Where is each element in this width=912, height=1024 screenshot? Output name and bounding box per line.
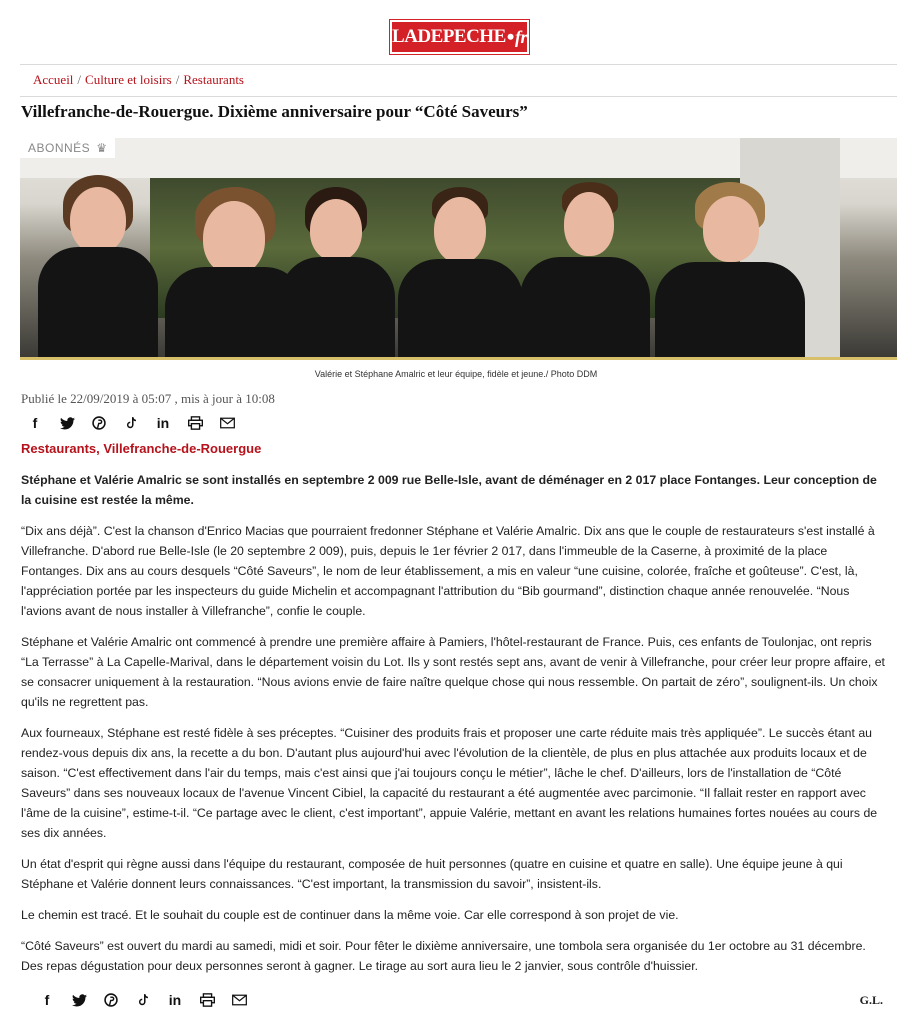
site-logo[interactable]: LADEPECHE • fr	[390, 20, 529, 54]
breadcrumb	[33, 72, 244, 88]
article-paragraph: Le chemin est tracé. Et le souhait du couple est de continuer dans la même voie. Car elle correspond à son projet de vie.	[21, 908, 679, 922]
logo-suffix: fr	[514, 26, 527, 47]
email-icon[interactable]	[223, 991, 255, 1009]
subscriber-badge	[20, 138, 115, 158]
article-paragraph: Stéphane et Valérie Amalric ont commencé à prendre une première affaire à Pamiers, l'hôtel-restaurant de France. Puis, ces enfants de Toulonjac, ont repris “La Terrasse” à La Capelle-Marival, dans le département voisin du Lot. Ils y sont restés sept ans, avant de venir à Villefranche, pour créer leur propre affaire, et se consacrer uniquement à la restauration. “Nous avions envie de faire naître quelque chose qui nous ressemble. On partait de zéro”, soulignent-ils. Un choix qu'ils ne regrettent pas.	[21, 635, 885, 709]
facebook-icon[interactable]: f	[44, 992, 50, 1008]
article-paragraph: “Côté Saveurs” est ouvert du mardi au samedi, midi et soir. Pour fêter le dixième anniversaire, une tombola sera organisée du 1er octobre au 31 décembre. Des repas dégustation pour deux personnes seront à gagner. Le tirage au sort aura lieu le 2 janvier, sous contrôle d'huissier.	[21, 939, 866, 973]
photo-caption: Valérie et Stéphane Amalric et leur équipe, fidèle et jeune./ Photo DDM	[314, 369, 598, 379]
linkedin-icon[interactable]: in	[156, 415, 170, 431]
article-lead: Stéphane et Valérie Amalric se sont installés en septembre 2 009 rue Belle-Isle, avant de déménager en 2 017 place Fontanges. Leur conception de la cuisine est restée la même.	[21, 473, 877, 507]
twitter-icon[interactable]	[63, 991, 95, 1009]
email-icon[interactable]	[211, 414, 243, 432]
article-paragraph: Aux fourneaux, Stéphane est resté fidèle à ses préceptes. “Cuisiner des produits frais et proposer une carte réduite mais très appliquée”. Le succès étant au rendez-vous depuis dix ans, la recette a du bon. D'autant plus aujourd'hui avec l'évolution de la clientèle, de plus en plus attachée aux produits locaux et de saison. “C'est effectivement dans l'air du temps, mais c'est ainsi que j'ai toujours conçu le métier”, lâche le chef. D'ailleurs, lors de l'installation de “Côté Saveurs” dans ses nouveaux locaux de l'avenue Vincent Cibiel, la capacité du restaurant a été augmentée avec parcimonie. “Il fallait rester en rapport avec l'âme de la cuisine”, estime-t-il. “Ce partage avec le client, c'est important”, appuie Valérie, mettant en avant les relations humaines fortes nouées au cours de ses dix années.	[21, 726, 878, 840]
breadcrumb-culture[interactable]: Culture et loisirs	[85, 72, 172, 87]
breadcrumb-separator: /	[77, 72, 82, 87]
site-header	[0, 0, 912, 64]
twitter-icon[interactable]	[51, 414, 83, 432]
article-author: G.L.	[859, 993, 883, 1007]
tag-villefranche[interactable]: Villefranche-de-Rouergue	[103, 441, 262, 456]
pinterest-icon[interactable]	[95, 991, 127, 1009]
publish-date: Publié le 22/09/2019 à 05:07 , mis à jour à 10:08	[21, 391, 275, 406]
article-tags: Restaurants, Villefranche-de-Rouergue	[21, 441, 262, 456]
article-paragraph: Un état d'esprit qui règne aussi dans l'équipe du restaurant, composée de huit personnes (quatre en cuisine et quatre en salle). Une équipe jeune à qui Stéphane et Valérie donnent leurs connaissances. “C'est important, la transmission du savoir”, insistent-ils.	[21, 857, 843, 891]
tiktok-icon[interactable]	[127, 991, 159, 1009]
print-icon[interactable]	[191, 991, 223, 1009]
subscriber-label: ABONNÉS	[28, 141, 91, 155]
breadcrumb-separator: /	[175, 72, 180, 87]
tiktok-icon[interactable]	[115, 414, 147, 432]
facebook-icon[interactable]: f	[32, 415, 38, 431]
crown-icon: ♛	[96, 141, 108, 155]
share-bar-bottom	[31, 991, 255, 1009]
tag-restaurants[interactable]: Restaurants	[21, 441, 97, 456]
breadcrumb-divider	[20, 96, 897, 97]
breadcrumb-home[interactable]: Accueil	[33, 72, 74, 87]
logo-text: LADEPECHE	[392, 26, 506, 47]
article-title: Villefranche-de-Rouergue. Dixième anniversaire pour “Côté Saveurs”	[21, 102, 528, 121]
article-photo[interactable]	[20, 138, 897, 360]
share-bar-top	[19, 414, 243, 432]
linkedin-icon[interactable]: in	[168, 992, 182, 1008]
print-icon[interactable]	[179, 414, 211, 432]
pinterest-icon[interactable]	[83, 414, 115, 432]
header-divider	[20, 64, 897, 65]
breadcrumb-restaurants[interactable]: Restaurants	[183, 72, 244, 87]
article-paragraph: “Dix ans déjà”. C'est la chanson d'Enrico Macias que pourraient fredonner Stéphane et Valérie Amalric. Dix ans que le couple de restaurateurs s'est installé à Villefranche. D'abord rue Belle-Isle (le 20 septembre 2 009), puis, depuis le 1er février 2 017, dans l'immeuble de la Caserne, à proximité de la place Fontanges. Dix ans au cours desquels “Côté Saveurs”, le nom de leur établissement, a mis en valeur “une cuisine, colorée, fraîche et goûteuse”. C'est, là, l'appréciation portée par les inspecteurs du guide Michelin et accompagnant l'attribution du “Bib gourmand”, distinction chaque année renouvelée. “Nous l'avions avant de nous installer à Villefranche”, confie le couple.	[21, 524, 875, 618]
article-body	[21, 470, 889, 987]
